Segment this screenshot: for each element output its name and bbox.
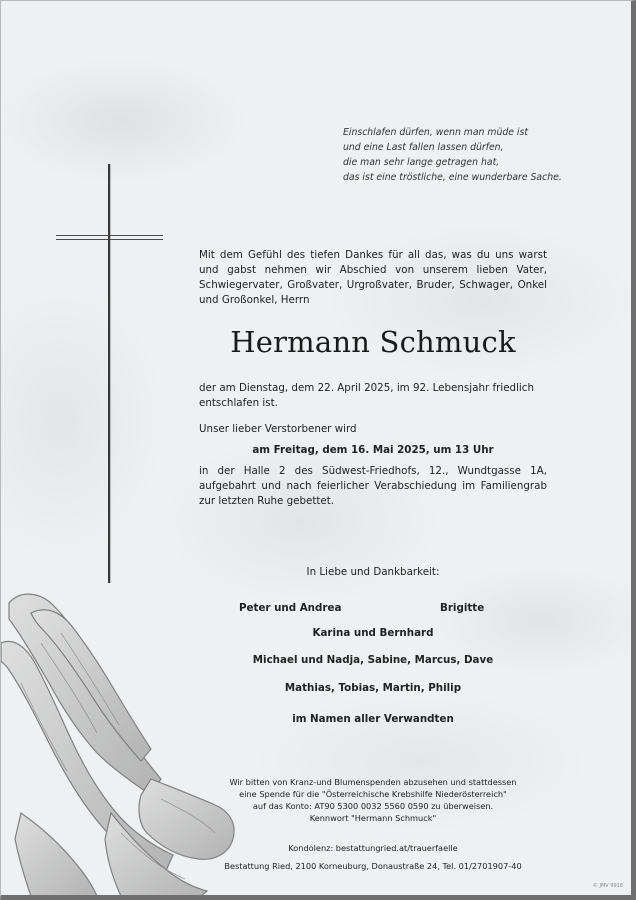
donation-line: Kennwort "Hermann Schmuck" [309, 813, 437, 823]
donation-line: eine Spende für die "Österreichische Krebshilfe Niederösterreich" [239, 789, 507, 799]
poem [343, 125, 593, 185]
thanks-line: In Liebe und Dankbarkeit: [306, 566, 440, 578]
deceased-name: Hermann Schmuck [230, 325, 516, 359]
family-member: Peter und Andrea [239, 602, 342, 614]
condolence-link: Kondolenz: bestattungried.at/trauerfaelle [288, 843, 458, 853]
intro-text: Mit dem Gefühl des tiefen Dankes für all das, was du uns warst und gabst nehmen wir Abschied von unserem lieben Vater, Schwiegervater, Großvater, Urgroßvater, Bruder, Schwager, Onkel und Großonkel, Herrn [199, 249, 547, 306]
donation-line: Wir bitten von Kranz-und Blumenspenden abzusehen und stattdessen [229, 777, 517, 787]
burial-intro: Unser lieber Verstorbener wird [199, 423, 357, 435]
poem-line: und eine Last fallen lassen dürfen, [343, 142, 504, 153]
poem-line: die man sehr lange getragen hat, [343, 157, 500, 168]
cross-bar [56, 235, 163, 236]
imprint: © JMV 9918 [592, 883, 623, 889]
cross-icon [108, 164, 110, 583]
funeral-home-footer: Bestattung Ried, 2100 Korneuburg, Donaustraße 24, Tel. 01/2701907-40 [224, 861, 522, 871]
burial-details: in der Halle 2 des Südwest-Friedhofs, 12., Wundtgasse 1A, aufgebahrt und nach feierlicher Verabschiedung im Familiengrab zur letzten Ruhe gebettet. [199, 465, 547, 507]
family-member: Karina und Bernhard [312, 627, 434, 639]
family-member: im Namen aller Verwandten [292, 713, 454, 725]
death-notice: der am Dienstag, dem 22. April 2025, im 92. Lebensjahr friedlich entschlafen ist. [199, 382, 534, 409]
family-member: Brigitte [440, 602, 485, 614]
family-member: Michael und Nadja, Sabine, Marcus, Dave [252, 654, 494, 666]
burial-date: am Freitag, dem 16. Mai 2025, um 13 Uhr [252, 444, 494, 456]
praying-hands-icon [1, 583, 251, 896]
family-member: Mathias, Tobias, Martin, Philip [284, 682, 462, 694]
cross-bar [56, 239, 163, 240]
donation-note [199, 776, 547, 824]
donation-line: auf das Konto: AT90 5300 0032 5560 0590 zu überweisen. [252, 801, 494, 811]
poem-line: das ist eine tröstliche, eine wunderbare Sache. [343, 172, 562, 183]
poem-line: Einschlafen dürfen, wenn man müde ist [343, 127, 528, 138]
